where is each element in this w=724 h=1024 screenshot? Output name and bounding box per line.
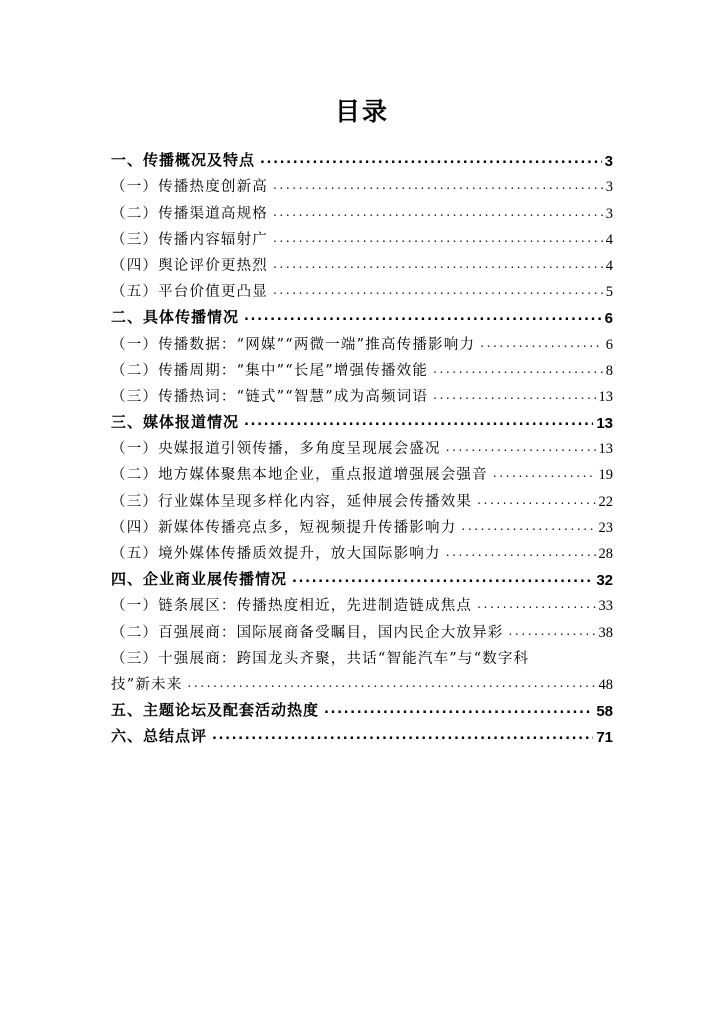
toc-entry-title: （三）传播内容辐射广	[111, 231, 268, 248]
toc-entry-title: （四）舆论评价更热烈	[111, 257, 268, 274]
toc-dot-leader	[493, 467, 596, 480]
toc-chapter-entry[interactable]	[111, 144, 613, 170]
toc-page-number: 71	[596, 729, 613, 747]
toc-page-number: 38	[598, 624, 613, 641]
toc-chapter-entry[interactable]	[111, 720, 613, 746]
toc-entry-title: 四、企业商业展传播情况	[111, 570, 288, 589]
toc-entry-title: （二）地方媒体聚焦本地企业，重点报道增强展会强音	[111, 467, 488, 484]
toc-entry-title: （二）传播渠道高规格	[111, 205, 268, 222]
toc-section-entry[interactable]	[111, 170, 613, 196]
toc-page-number: 23	[598, 519, 613, 536]
toc-entry-title: （一）央媒报道引领传播，多角度呈现展会盛况	[111, 441, 441, 458]
toc-page-number: 19	[598, 467, 613, 484]
toc-dot-leader	[446, 441, 596, 454]
toc-dot-leader	[244, 415, 593, 428]
toc-dot-leader	[292, 572, 593, 585]
toc-section-entry[interactable]	[111, 275, 613, 301]
toc-section-entry[interactable]	[111, 223, 613, 249]
toc-dot-leader	[273, 179, 603, 192]
toc-dot-leader	[480, 337, 603, 350]
toc-dot-leader	[212, 729, 593, 742]
toc-section-entry[interactable]	[111, 511, 613, 537]
toc-page-number: 58	[596, 703, 613, 721]
toc-page-number: 6	[604, 310, 613, 328]
toc-entry-title: （五）境外媒体传播质效提升，放大国际影响力	[111, 546, 441, 562]
toc-page-number: 13	[596, 415, 613, 433]
toc-entry-title: （五）平台价值更凸显	[111, 284, 268, 301]
toc-entry-title: （一）传播热度创新高	[111, 179, 268, 196]
toc-page-number: 3	[605, 179, 613, 196]
toc-page-number: 4	[605, 231, 613, 248]
toc-dot-leader	[273, 206, 603, 219]
toc-entry-title: （四）新媒体传播亮点多，短视频提升传播影响力	[111, 519, 457, 536]
toc-chapter-entry[interactable]	[111, 694, 613, 720]
toc-entry-title: （一）链条展区：传播热度相近，先进制造链成焦点	[111, 598, 473, 615]
toc-chapter-entry[interactable]	[111, 563, 613, 589]
toc-chapter-entry[interactable]	[111, 301, 613, 327]
toc-page-number: 4	[605, 257, 613, 274]
toc-page-number: 3	[604, 153, 613, 171]
toc-dot-leader	[324, 703, 593, 716]
toc-section-entry[interactable]	[111, 354, 613, 380]
toc-dot-leader	[244, 310, 602, 323]
toc-section-entry[interactable]	[111, 484, 613, 510]
toc-entry-title: 三、媒体报道情况	[111, 413, 240, 432]
toc-page-number: 3	[605, 205, 613, 222]
toc-dot-leader	[433, 363, 603, 376]
toc-dot-leader	[273, 284, 603, 297]
toc-section-entry[interactable]	[111, 642, 613, 668]
toc-section-entry[interactable]	[111, 537, 613, 563]
toc-entry-title: 技”新未来	[111, 676, 183, 693]
toc-entry-title: （一）传播数据：“网媒”“两微一端”推高传播影响力	[111, 336, 476, 353]
toc-dot-leader	[477, 598, 595, 611]
toc-section-entry[interactable]	[111, 432, 613, 458]
toc-section-entry[interactable]	[111, 615, 613, 641]
toc-entry-title: （二）百强展商：国际展商备受瞩目，国内民企大放异彩	[111, 624, 504, 641]
toc-entry-title: 六、总结点评	[111, 727, 208, 746]
toc-page-number: 22	[598, 493, 613, 510]
toc-section-entry[interactable]	[111, 196, 613, 222]
toc-page-number: 13	[598, 388, 613, 405]
toc-page-number: 6	[605, 336, 613, 353]
toc-entry-title: 五、主题论坛及配套活动热度	[111, 701, 320, 720]
toc-page-number: 13	[598, 441, 613, 458]
toc-page-number: 33	[598, 598, 613, 615]
toc-section-entry[interactable]	[111, 668, 613, 694]
toc-entry-title: （三）行业媒体呈现多样化内容，延伸展会传播效果	[111, 493, 473, 510]
toc-dot-leader	[433, 389, 595, 402]
toc-section-entry[interactable]	[111, 589, 613, 615]
toc-dot-leader	[187, 677, 595, 690]
page-title: 目录	[334, 97, 389, 126]
toc-dot-leader	[477, 494, 595, 507]
toc-section-entry[interactable]	[111, 458, 613, 484]
toc-entry-title: 一、传播概况及特点	[111, 151, 256, 170]
toc-page-number: 32	[596, 572, 613, 590]
toc-dot-leader	[260, 153, 602, 166]
toc-section-entry[interactable]	[111, 380, 613, 406]
toc-page-number: 8	[605, 362, 613, 379]
toc-dot-leader	[446, 546, 596, 559]
toc-section-entry[interactable]	[111, 249, 613, 275]
toc-entry-title: 二、具体传播情况	[111, 308, 240, 327]
toc-dot-leader	[273, 258, 603, 271]
toc-dot-leader	[461, 520, 595, 533]
toc-entry-title: （三）传播热词：“链式”“智慧”成为高频词语	[111, 388, 429, 405]
toc-chapter-entry[interactable]	[111, 406, 613, 432]
toc-dot-leader	[509, 625, 596, 638]
toc-page-number: 48	[598, 676, 613, 693]
toc-section-entry[interactable]	[111, 327, 613, 353]
toc-entry-title: （三）十强展商：跨国龙头齐聚，共话“智能汽车”与“数字科	[111, 650, 530, 667]
toc-page-number: 28	[598, 546, 613, 562]
toc-page-number: 5	[605, 284, 613, 301]
table-of-contents	[111, 144, 613, 746]
toc-dot-leader	[273, 232, 603, 245]
toc-entry-title: （二）传播周期：“集中”“长尾”增强传播效能	[111, 362, 429, 379]
